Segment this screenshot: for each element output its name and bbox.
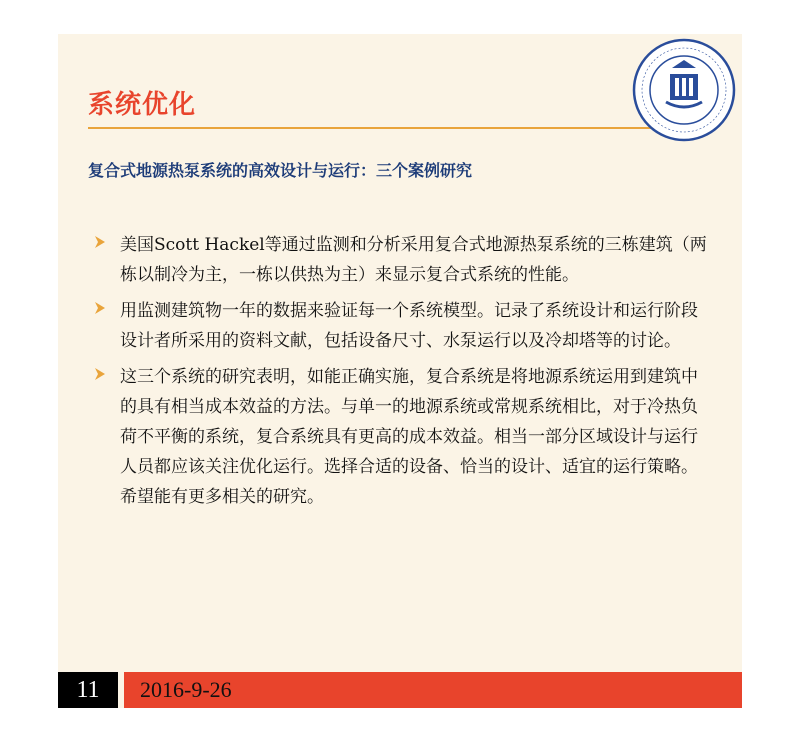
bullet-list — [94, 230, 714, 518]
bullet-arrow-icon — [94, 367, 106, 381]
bullet-text: 用监测建筑物一年的数据来验证每一个系统模型。记录了系统设计和运行阶段设计者所采用的资料文献，包括设备尺寸、水泵运行以及冷却塔等的讨论。 — [120, 301, 698, 351]
slide-date: 2016-9-26 — [140, 677, 232, 702]
bullet-item — [94, 230, 714, 290]
bullet-text: 美国Scott Hackel等通过监测和分析采用复合式地源热泵系统的三栋建筑（两栋以制冷为主，一栋以供热为主）来显示复合式系统的性能。 — [120, 235, 707, 285]
bullet-text: 这三个系统的研究表明，如能正确实施，复合系统是将地源系统运用到建筑中的具有相当成本效益的方法。与单一的地源系统或常规系统相比，对于冷热负荷不平衡的系统，复合系统具有更高的成本效益。相当一部分区域设计与运行人员都应该关注优化运行。选择合适的设备、恰当的设计、适宜的运行策略。希望能有更多相关的研究。 — [120, 367, 698, 507]
bullet-arrow-icon — [94, 235, 106, 249]
bullet-arrow-icon — [94, 301, 106, 315]
university-seal-icon — [632, 38, 736, 142]
title-divider — [88, 127, 653, 129]
slide-title: 系统优化 — [88, 90, 197, 120]
bullet-item — [94, 362, 714, 512]
footer-bar — [124, 672, 742, 708]
bullet-item — [94, 296, 714, 356]
slide-subtitle: 复合式地源热泵系统的高效设计与运行：三个案例研究 — [88, 161, 473, 180]
page-number: 11 — [58, 672, 118, 708]
